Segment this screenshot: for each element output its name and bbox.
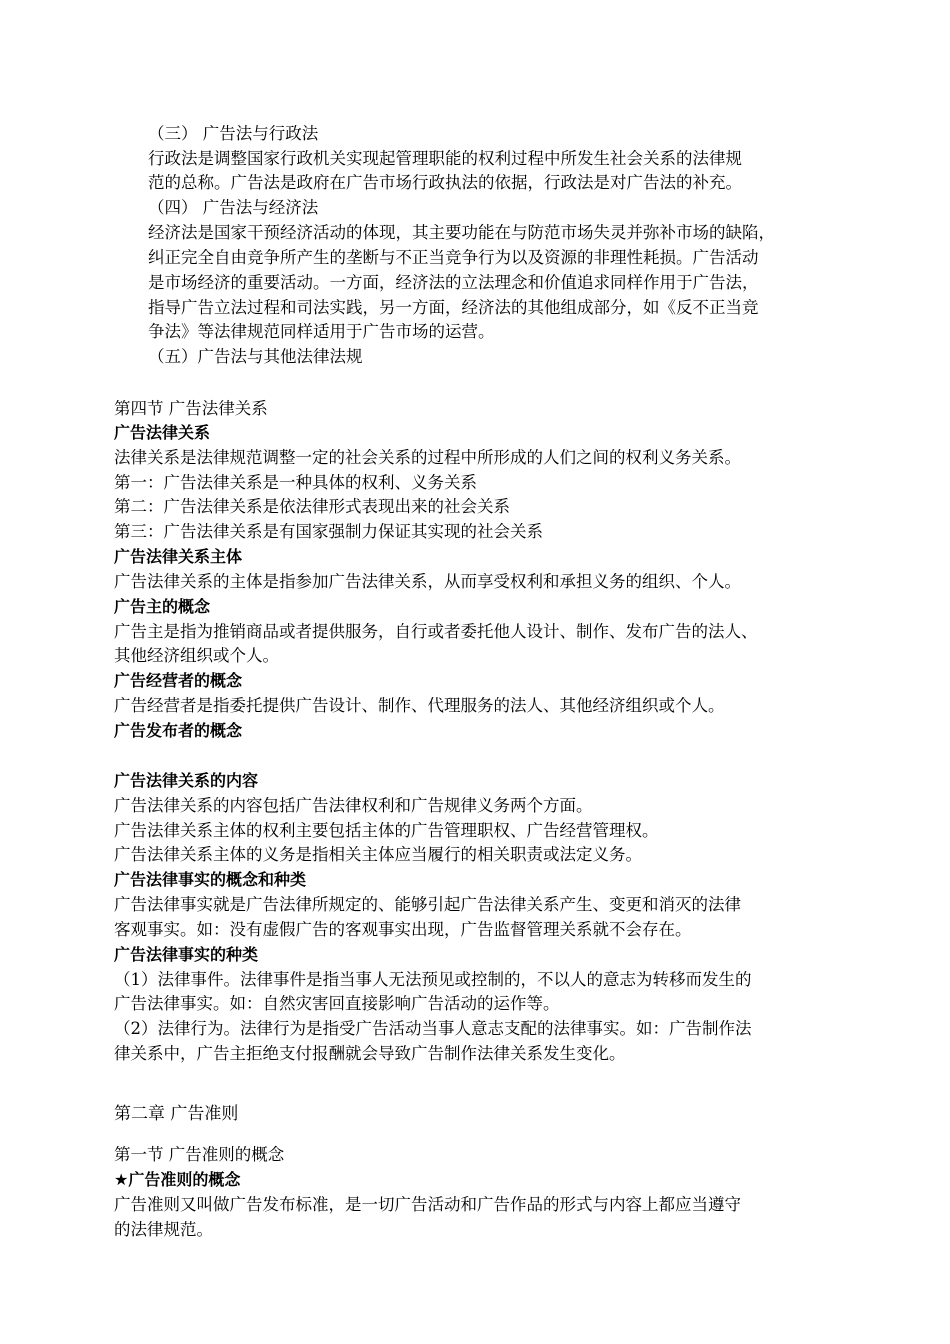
paragraph-line: 广告法律关系主体的权利主要包括主体的广告管理职权、广告经营管理权。: [114, 821, 659, 840]
paragraph-line: 是市场经济的重要活动。一方面，经济法的立法理念和价值追求同样作用于广告法，: [148, 273, 759, 292]
paragraph-line: 指导广告立法过程和司法实践，另一方面，经济法的其他组成部分，如《反不正当竞: [148, 298, 759, 317]
topic-heading: 广告法律事实的种类: [114, 945, 259, 964]
section-heading: 第四节 广告法律关系: [114, 399, 268, 418]
paragraph-line: 广告准则又叫做广告发布标准，是一切广告活动和广告作品的形式与内容上都应当遵守: [114, 1195, 741, 1214]
subsection-heading-admin-law: （三） 广告法与行政法: [148, 124, 319, 143]
chapter-heading: 第二章 广告准则: [114, 1104, 239, 1124]
paragraph-line: （2）法律行为。法律行为是指受广告活动当事人意志支配的法律事实。如：广告制作法: [114, 1019, 752, 1038]
topic-heading: 广告发布者的概念: [114, 721, 243, 740]
paragraph-line: 第二：广告法律关系是依法律形式表现出来的社会关系: [114, 497, 510, 516]
paragraph-line: 律关系中，广告主拒绝支付报酬就会导致广告制作法律关系发生变化。: [114, 1044, 626, 1063]
paragraph-line: 第三：广告法律关系是有国家强制力保证其实现的社会关系: [114, 522, 543, 541]
paragraph-line: 范的总称。广告法是政府在广告市场行政执法的依据，行政法是对广告法的补充。: [148, 173, 742, 192]
section-heading: 第一节 广告准则的概念: [114, 1145, 285, 1164]
paragraph-line: 行政法是调整国家行政机关实现起管理职能的权利过程中所发生社会关系的法律规: [148, 149, 742, 168]
paragraph-line: 经济法是国家干预经济活动的体现，其主要功能在与防范市场失灵并弥补市场的缺陷，: [148, 223, 775, 242]
paragraph-line: 法律关系是法律规范调整一定的社会关系的过程中所形成的人们之间的权利义务关系。: [114, 448, 741, 467]
paragraph-line: 广告法律关系的内容包括广告法律权利和广告规律义务两个方面。: [114, 796, 593, 815]
topic-heading: ★广告准则的概念: [114, 1170, 241, 1189]
paragraph-line: 广告法律关系主体的义务是指相关主体应当履行的相关职责或法定义务。: [114, 845, 642, 864]
topic-heading: 广告经营者的概念: [114, 671, 243, 690]
paragraph-line: （1）法律事件。法律事件是指当事人无法预见或控制的，不以人的意志为转移而发生的: [114, 970, 752, 989]
paragraph-line: 争法》等法律规范同样适用于广告市场的运营。: [148, 322, 495, 341]
topic-heading: 广告法律事实的概念和种类: [114, 870, 307, 889]
paragraph-line: 广告法律关系的主体是指参加广告法律关系，从而享受权利和承担义务的组织、个人。: [114, 572, 741, 591]
paragraph-line: 第一：广告法律关系是一种具体的权利、义务关系: [114, 473, 477, 492]
subsection-heading-economic-law: （四） 广告法与经济法: [148, 198, 319, 217]
paragraph-line: 的法律规范。: [114, 1220, 213, 1239]
paragraph-line: 广告法律事实。如：自然灾害回直接影响广告活动的运作等。: [114, 994, 560, 1013]
topic-heading: 广告法律关系: [114, 423, 211, 442]
paragraph-line: 其他经济组织或个人。: [114, 646, 279, 665]
paragraph-line: 广告法律事实就是广告法律所规定的、能够引起广告法律关系产生、变更和消灭的法律: [114, 895, 741, 914]
topic-heading: 广告主的概念: [114, 597, 211, 616]
topic-heading: 广告法律关系的内容: [114, 771, 259, 790]
paragraph-line: 纠正完全自由竞争所产生的垄断与不正当竞争行为以及资源的非理性耗损。广告活动: [148, 248, 759, 267]
paragraph-line: 广告主是指为推销商品或者提供服务，自行或者委托他人设计、制作、发布广告的法人、: [114, 622, 758, 641]
paragraph-line: 广告经营者是指委托提供广告设计、制作、代理服务的法人、其他经济组织或个人。: [114, 696, 725, 715]
paragraph-line: 客观事实。如：没有虚假广告的客观事实出现，广告监督管理关系就不会存在。: [114, 920, 692, 939]
subsection-heading-other-laws: （五）广告法与其他法律法规: [148, 347, 363, 366]
topic-heading: 广告法律关系主体: [114, 547, 243, 566]
